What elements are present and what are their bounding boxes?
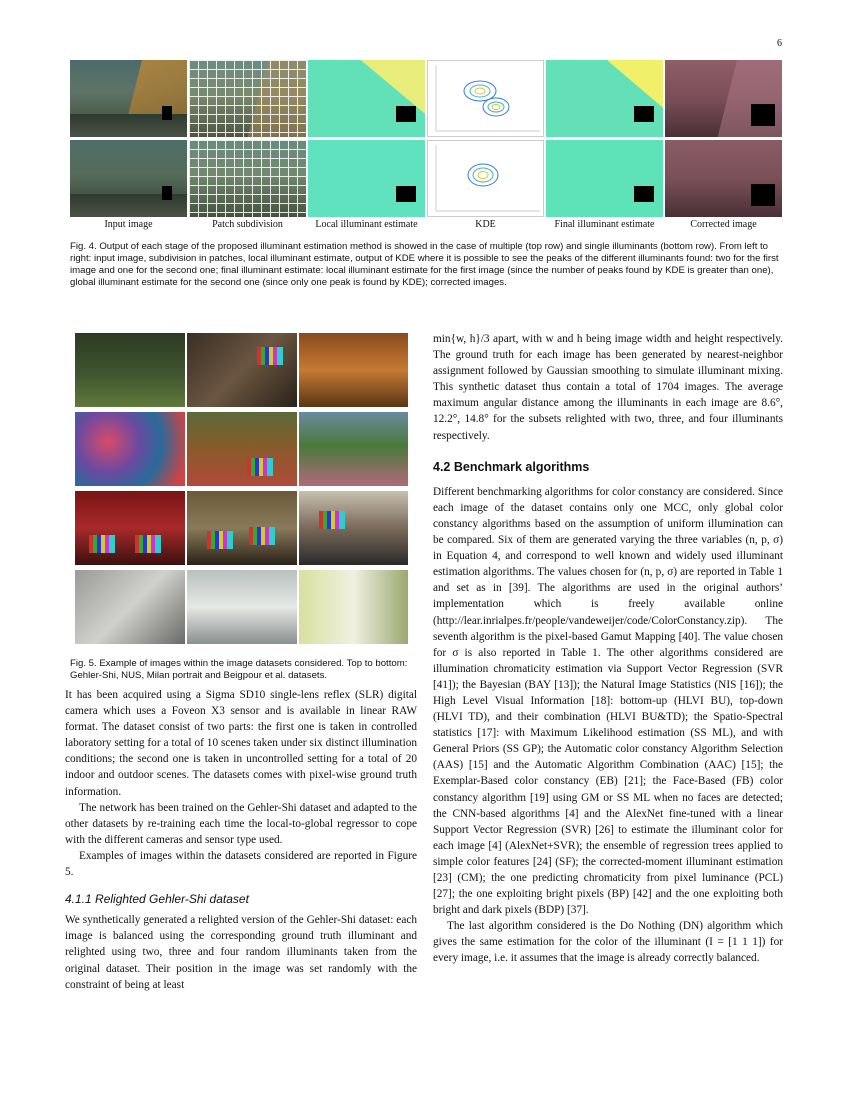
nus-eggs-photo <box>75 412 185 486</box>
right-paragraph-1: min{w, h}/3 apart, with w and h being image width and height respectively. The ground truth for each image has been generated by nearest-neighbor assignment followed by Gaussian smoothing to simulate illuminant mixing. This synthetic dataset thus contain a total of 1704 images. The average maximum angular distance among the illuminants in each image are 8.6°, 12.2°, 14.8° for the subsets relighted with two, three, and four illuminants respectively. <box>433 333 783 442</box>
left-paragraph-2: The network has been trained on the Gehler-Shi dataset and adapted to the other datasets by re-training each time the local-to-global regressor to cope with the different cameras and sensor type used. <box>65 801 417 846</box>
figure-4-labels <box>70 219 782 230</box>
label-input-image: Input image <box>104 219 153 230</box>
left-paragraph-1: It has been acquired using a Sigma SD10 single-lens reflex (SLR) digital camera which uses a Foveon X3 sensor and is available in linear RAW format. The dataset consist of two parts: the first one is taken in controlled laboratory setting for a total of 10 scenes taken under six distinct illumination conditions; the second one is taken in uncontrolled setting for a total of 20 indoor and outdoor scenes. The datasets comes with pixel-wise ground truth information. <box>65 689 417 798</box>
gehler-shi-park-photo <box>75 333 185 407</box>
right-paragraph-3: The last algorithm considered is the Do Nothing (DN) algorithm which gives the same estimation for the color of the illuminant (I = [1 1 1]) for every image, i.e. it assumes that the image is already correctly balanced. <box>433 920 783 965</box>
left-column <box>65 687 417 993</box>
beigpour-shelf-photo <box>187 570 297 644</box>
beigpour-bottles-photo <box>299 570 408 644</box>
page-number: 6 <box>777 38 782 49</box>
kde-plot-single <box>427 140 544 217</box>
nus-play-area-photo <box>187 412 297 486</box>
patch-subdivision-multi <box>189 60 306 137</box>
gehler-shi-bicycles-photo <box>187 333 297 407</box>
final-estimate-single <box>546 140 663 217</box>
kde-contour-single <box>428 141 544 217</box>
left-paragraph-3: Examples of images within the datasets considered are reported in Figure 5. <box>65 849 417 879</box>
label-local-estimate: Local illuminant estimate <box>315 219 418 230</box>
local-estimate-single <box>308 140 425 217</box>
gehler-shi-indoor-photo <box>299 333 408 407</box>
label-final-estimate: Final illuminant estimate <box>554 219 655 230</box>
figure-4-grid <box>70 60 782 217</box>
corrected-image-multi <box>665 60 782 137</box>
milan-portrait-photo-3 <box>299 491 408 565</box>
right-column <box>433 331 783 967</box>
patch-subdivision-single <box>189 140 306 217</box>
label-kde: KDE <box>475 219 496 230</box>
section-heading: 4.2 Benchmark algorithms <box>433 459 590 474</box>
nus-garden-photo <box>299 412 408 486</box>
corrected-image-single <box>665 140 782 217</box>
beigpour-row <box>75 570 408 644</box>
figure-5-caption: Fig. 5. Example of images within the image datasets considered. Top to bottom: Gehler-Shi, NUS, Milan portrait and Beigpour et al. datasets. <box>70 658 408 681</box>
right-paragraph-2: Different benchmarking algorithms for color constancy are considered. Since each image of the dataset contains only one MCC, only global color constancy algorithms based on the assumption of uniform illumination can be compared. Six of them are generated varying the three variables (n, p, σ) in Equation 4, and correspond to well known and widely used illuminant estimation algorithms. The values chosen for (n, p, σ) are reported in Table 1 and set as in [39]. The algorithms are used in the original authors’ implementation which is freely available online (http://lear.inrialpes.fr/people/vandeweijer/code/ColorConstancy.zip). The seventh algorithm is the pixel-based Gamut Mapping [40]. The value chosen for σ is also reported in Table 1. The other algorithms considered are illumination chromaticity estimation via Support Vector Regression (SVR [41]); the Bayesian (BAY [13]); the Natural Image Statistics (NIS [16]); the High Level Visual Information [18]: bottom-up (HLVI BU), top-down (HLVI TD), and their combination (HLVI BU&TD); the Spatio-Spectral statistics [17]: with Maximum Likelihood estimation (SS ML), and with General Priors (SS GP); the Automatic color constancy Algorithm Selection (AAS) [15] and the Automatic Algorithm Combination (AAC) [15]; the Exemplar-Based color constancy (EB) [21]; the Face-Based (FB) color constancy algorithm [19] using GM or SS ML when no faces are detected; the CNN-based algorithms [4] and the AlexNet fine-tuned with a linear Support Vector Regression (SVR) [26] to estimate the illuminant color for each image [4] (AlexNet+SVR); the ensemble of regression trees applied to simple color features [24] (SF); the corrected-moment illuminant estimation [23] (CM); the one predicting chromaticity from pixel luminance (PCL) [27]; the one exploiting bright pixels (BP) [42] and the one exploiting both bright and dark pixels (BDP) [37]. <box>433 485 783 917</box>
milan-portrait-photo-2 <box>187 491 297 565</box>
input-image-single <box>70 140 187 217</box>
kde-contour-multi <box>428 61 544 137</box>
figure-4 <box>70 60 782 230</box>
figure-5 <box>75 333 408 649</box>
gehler-shi-row <box>75 333 408 407</box>
label-patch-subdivision: Patch subdivision <box>212 219 283 230</box>
beigpour-objects-photo <box>75 570 185 644</box>
figure-4-caption: Fig. 4. Output of each stage of the proposed illuminant estimation method is showed in the case of multiple (top row) and single illuminants (bottom row). From left to right: input image, subdivision in patches, local illuminant estimate, output of KDE where it is possible to see the peaks of the different illuminants found: two for the first image and one for the second one; final illuminant estimate: local illuminant estimate for the first image (since the number of peaks found by KDE is greater than one), global illuminant estimate for the second one (since only one peak is found by KDE); corrected images. <box>70 241 779 288</box>
label-corrected-image: Corrected image <box>690 219 757 230</box>
local-estimate-multi <box>308 60 425 137</box>
milan-portrait-row <box>75 491 408 565</box>
final-estimate-multi <box>546 60 663 137</box>
input-image-multi <box>70 60 187 137</box>
milan-portrait-photo-1 <box>75 491 185 565</box>
left-paragraph-4: We synthetically generated a relighted version of the Gehler-Shi dataset: each image is balanced using the corresponding ground truth illuminant and relighted using two, three and four random illuminants taken from the original dataset. Their position in the image was set randomly with the constraint of being at least <box>65 914 417 991</box>
subsection-heading: 4.1.1 Relighted Gehler-Shi dataset <box>65 892 249 907</box>
nus-row <box>75 412 408 486</box>
kde-plot-multi <box>427 60 544 137</box>
